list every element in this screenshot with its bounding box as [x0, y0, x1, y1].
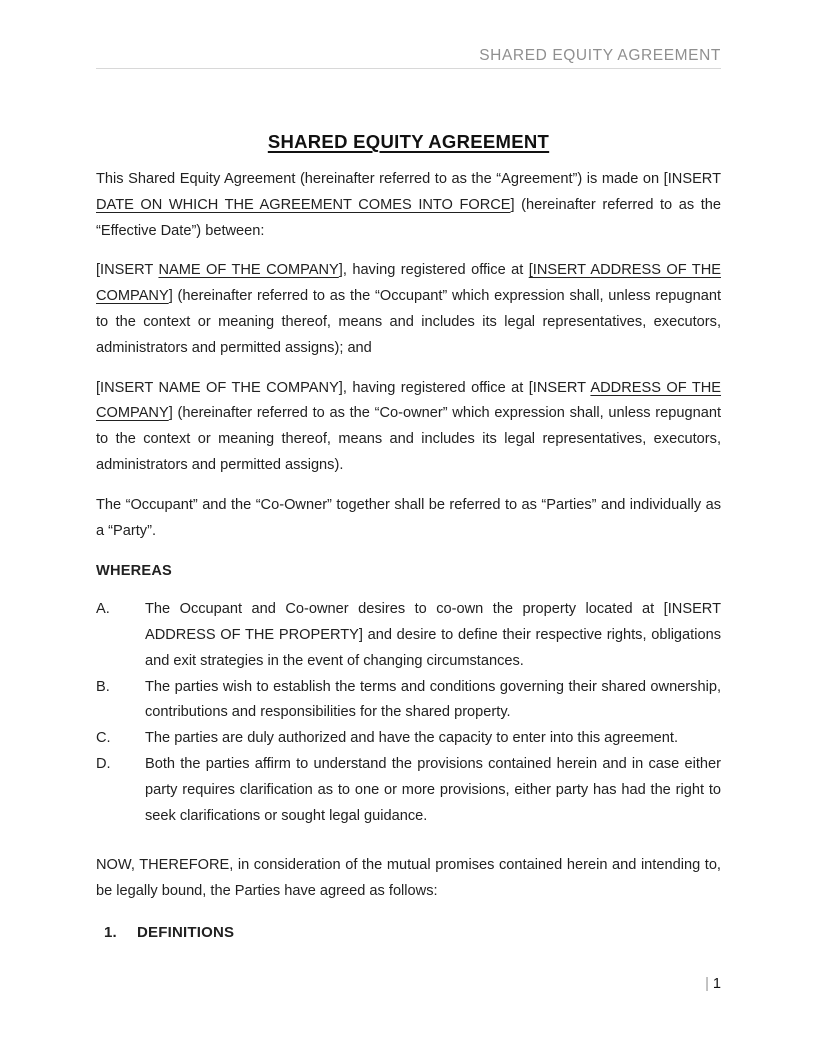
- recital-item: [96, 752, 721, 829]
- paragraph-intro: [96, 167, 721, 244]
- text-segment: ] (hereinafter referred to as the “Occupant” which expression shall, unless repugnant to the context or meaning thereof, means and includes its legal representatives, executors, administrators and permitted assigns); and: [96, 288, 721, 356]
- paragraph-occupant: [96, 258, 721, 361]
- recital-item: [96, 675, 721, 727]
- text-segment: [INSERT: [96, 262, 159, 279]
- page-number-separator: |: [705, 976, 709, 992]
- page-header: [96, 46, 721, 69]
- section-heading-definitions: [96, 920, 721, 946]
- recitals-list: [96, 597, 721, 829]
- text-segment: ] (hereinafter referred to as the “Effective Date”) between:: [96, 196, 721, 239]
- underlined-text-segment: DATE ON WHICH THE AGREEMENT COMES INTO FORCE: [96, 196, 511, 213]
- section-title: DEFINITIONS: [137, 923, 235, 941]
- recital-text: Both the parties affirm to understand the provisions contained herein and in case either party requires clarification as to one or more provisions, either party has had the right to seek clarifications or sought legal guidance.: [145, 755, 721, 824]
- page-number: [705, 972, 721, 998]
- text-segment: The “Occupant” and the “Co-Owner” together shall be referred to as “Parties” and individually as a “Party”.: [96, 496, 721, 539]
- underlined-text-segment: NAME OF THE COMPANY: [158, 262, 339, 279]
- recital-item: [96, 597, 721, 674]
- recital-item: [96, 726, 721, 752]
- text-segment: This Shared Equity Agreement (hereinafter referred to as the “Agreement”) is made on [INSERT: [96, 171, 721, 187]
- recital-label: C.: [96, 730, 111, 747]
- recital-label: D.: [96, 755, 111, 772]
- section-number: 1.: [104, 923, 117, 941]
- paragraph-parties: [96, 493, 721, 545]
- recital-label: A.: [96, 601, 110, 618]
- recital-text: The parties wish to establish the terms and conditions governing their shared ownership, contributions and responsibilities for the shared property.: [145, 678, 721, 721]
- page-number-value: 1: [712, 976, 721, 992]
- paragraph-co-owner: [96, 376, 721, 479]
- whereas-heading: WHEREAS: [96, 563, 172, 580]
- recital-label: B.: [96, 678, 110, 695]
- underlined-text-segment: ADDRESS OF THE COMPANY: [96, 379, 722, 422]
- text-segment: ] (hereinafter referred to as the “Co-owner” which expression shall, unless repugnant to the context or meaning thereof, means and includes its legal representatives, executors, administrators and permitted assigns).: [96, 405, 721, 473]
- header-title: SHARED EQUITY AGREEMENT: [479, 47, 721, 64]
- recital-text: The Occupant and Co-owner desires to co-own the property located at [INSERT ADDRESS OF THE PROPERTY] and desire to define their respective rights, obligations and exit strategies in the event of changing circumstances.: [145, 601, 721, 669]
- recital-text: The parties are duly authorized and have the capacity to enter into this agreement.: [145, 730, 678, 747]
- document-title: SHARED EQUITY AGREEMENT: [267, 131, 550, 152]
- text-segment: [INSERT NAME OF THE COMPANY], having registered office at [INSERT: [96, 379, 591, 396]
- text-segment: ], having registered office at: [338, 262, 529, 279]
- paragraph-now-therefore: NOW, THEREFORE, in consideration of the mutual promises contained herein and intending to, be legally bound, the Parties have agreed as follows:: [96, 857, 721, 900]
- underlined-text-segment: [INSERT ADDRESS OF THE COMPANY: [96, 262, 721, 305]
